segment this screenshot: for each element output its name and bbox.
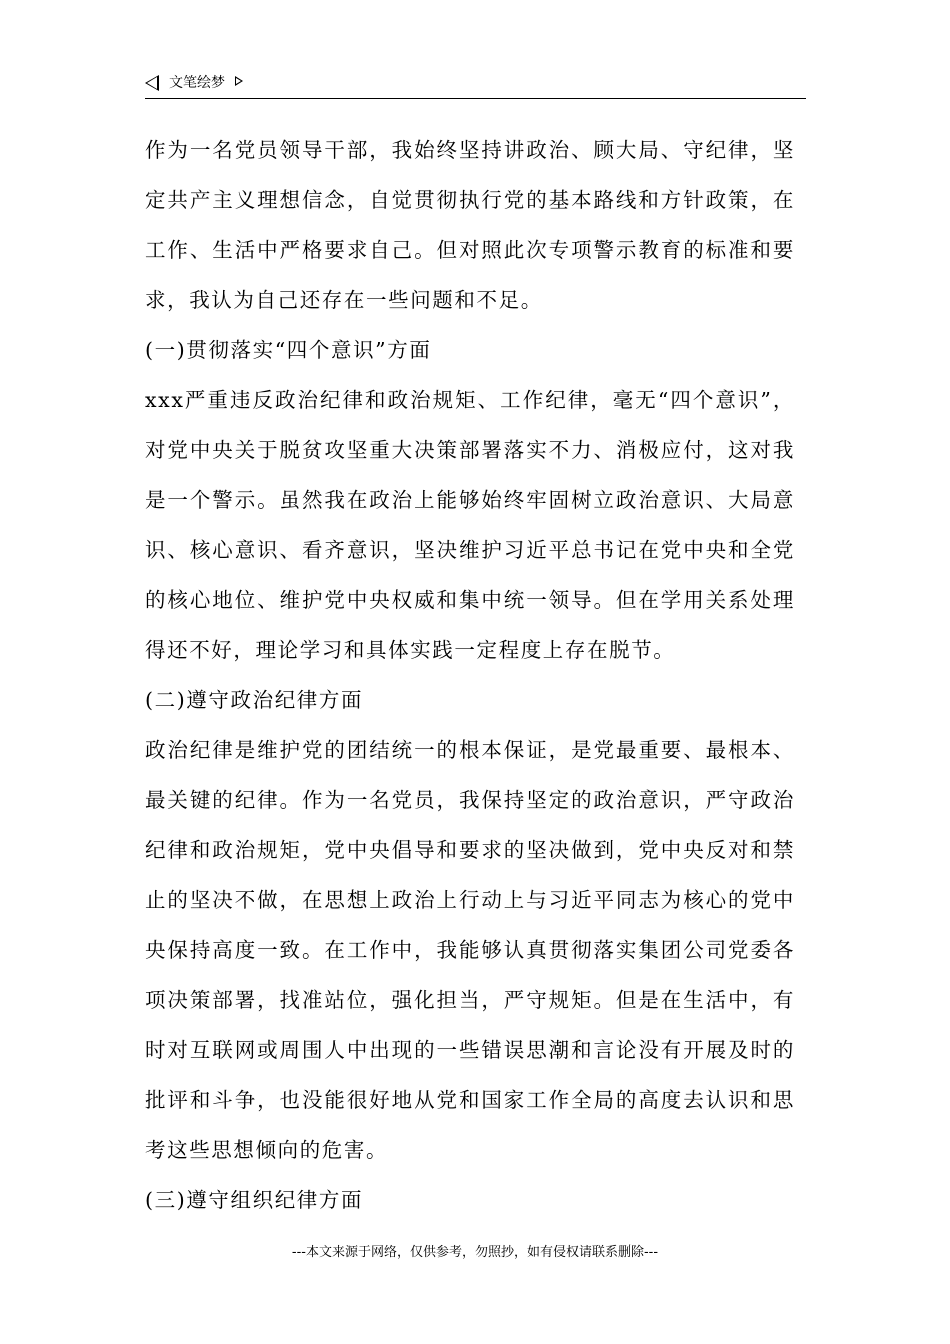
paragraph-intro: 作为一名党员领导干部，我始终坚持讲政治、顾大局、守纪律，坚定共产主义理想信念，自觉贯彻执行党的基本路线和方针政策，在工作、生活中严格要求自己。但对照此次专项警示教育的标准和要求，我认为自己还存在一些问题和不足。: [145, 138, 795, 312]
triangle-right-icon: [235, 76, 243, 86]
triangle-left-icon: [145, 75, 159, 91]
header-title: 文笔绘梦: [169, 75, 225, 91]
document-body: [145, 125, 795, 1225]
page-header: [145, 72, 806, 99]
section-heading-1: (一)贯彻落实“四个意识”方面: [145, 338, 432, 362]
paragraph-section-1: xxx严重违反政治纪律和政治规矩、工作纪律，毫无“四个意识”，对党中央关于脱贫攻坚重大决策部署落实不力、消极应付，这对我是一个警示。虽然我在政治上能够始终牢固树立政治意识、大局意识、核心意识、看齐意识，坚决维护习近平总书记在党中央和全党的核心地位、维护党中央权威和集中统一领导。但在学用关系处理得还不好，理论学习和具体实践一定程度上存在脱节。: [145, 388, 795, 662]
section-heading-3: (三)遵守组织纪律方面: [145, 1188, 364, 1212]
section-heading-2: (二)遵守政治纪律方面: [145, 688, 364, 712]
paragraph-section-2: 政治纪律是维护党的团结统一的根本保证，是党最重要、最根本、最关键的纪律。作为一名党员，我保持坚定的政治意识，严守政治纪律和政治规矩，党中央倡导和要求的坚决做到，党中央反对和禁止的坚决不做，在思想上政治上行动上与习近平同志为核心的党中央保持高度一致。在工作中，我能够认真贯彻落实集团公司党委各项决策部署，找准站位，强化担当，严守规矩。但是在生活中，有时对互联网或周围人中出现的一些错误思潮和言论没有开展及时的批评和斗争，也没能很好地从党和国家工作全局的高度去认识和思考这些思想倾向的危害。: [145, 738, 795, 1162]
footer-disclaimer: ---本文来源于网络，仅供参考，勿照抄，如有侵权请联系删除---: [291, 1245, 659, 1260]
